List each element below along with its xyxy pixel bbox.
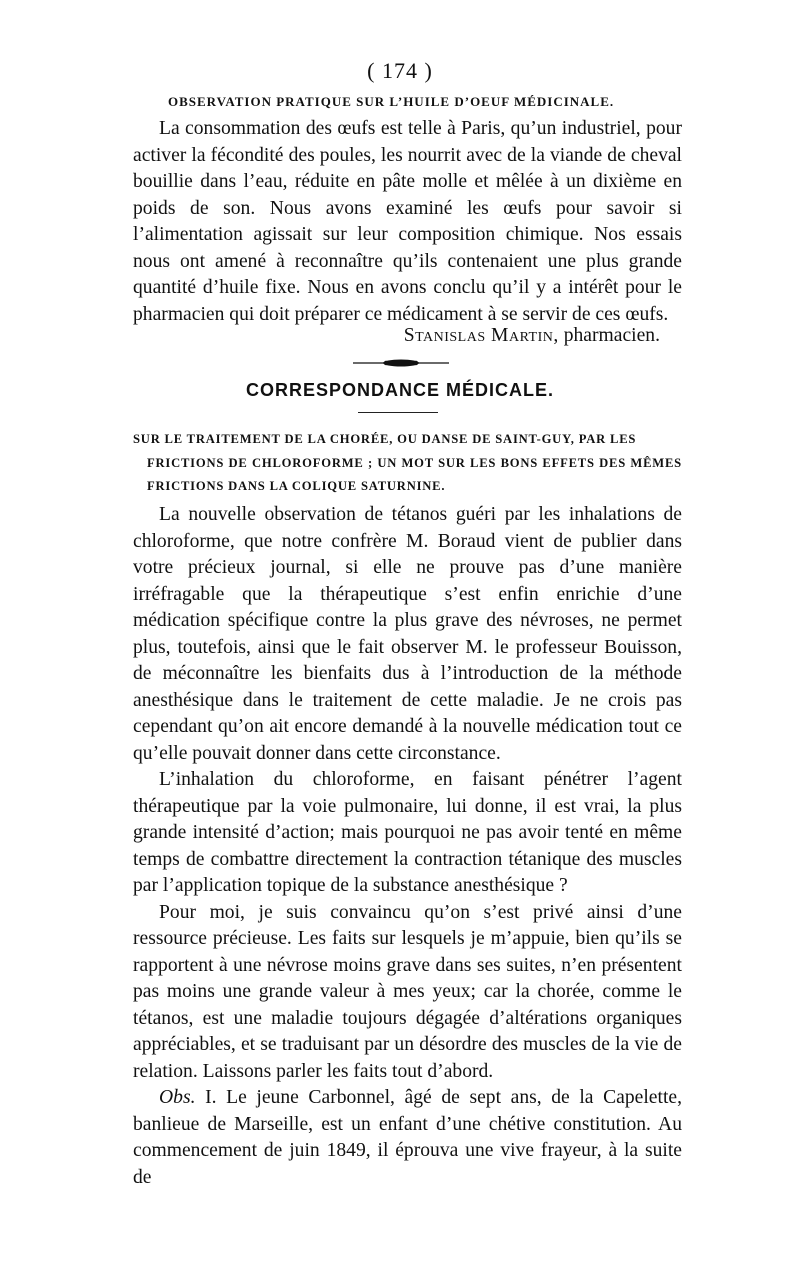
article-subtitle — [133, 428, 682, 499]
subtitle-line1: SUR LE TRAITEMENT DE LA CHORÉE, OU DANSE DE SAINT-GUY, PAR LES — [133, 432, 637, 446]
title-rule — [358, 412, 438, 413]
paragraph-4-text: I. Le jeune Carbonnel, âgé de sept ans, de la Capelette, banlieue de Marseille, est un enfant d’une chétive constitution. Au commencement de juin 1849, il éprouva une vive frayeur, à la suite de — [133, 1087, 682, 1188]
author-signature — [404, 323, 660, 349]
article-body — [133, 502, 682, 1191]
section1-body — [133, 116, 682, 328]
paragraph-1: La nouvelle observation de tétanos guéri par les inhalations de chloroforme, que notre confrère M. Boraud vient de publier dans votre précieux journal, si elle ne prouve pas d’une manière irréfragable que la thérapeutique s’est enfin enrichie d’une médication spécifique contre la plus grave des névroses, ne permet plus, toutefois, ainsi que le fait observer M. le professeur Bouisson, de méconnaître les bienfaits dus à l’introduction de la méthode anesthésique dans le traitement de cette maladie. Je ne crois pas cependant qu’on ait encore demandé à la nouvelle médication tout ce qu’elle pouvait donner dans cette circonstance. — [133, 504, 682, 764]
page-number: ( 174 ) — [367, 58, 433, 83]
paragraph-4 — [133, 1085, 682, 1191]
subtitle-rest: FRICTIONS DE CHLOROFORME ; UN MOT SUR LES BONS EFFETS DES MÊMES FRICTIONS DANS LA COLIQUE SATURNINE. — [147, 455, 682, 493]
section-title-huile-oeuf: OBSERVATION PRATIQUE SUR L’HUILE D’OEUF MÉDICINALE. — [168, 94, 615, 109]
paragraph-2: L’inhalation du chloroforme, en faisant pénétrer l’agent thérapeutique par la voie pulmonaire, lui donne, il est vrai, la plus grande intensité d’action; mais pourquoi ne pas avoir tenté en même temps de combattre directement la contraction tétanique des muscles par l’application topique de la substance anesthésique ? — [133, 769, 682, 896]
paragraph-3: Pour moi, je suis convaincu qu’on s’est privé ainsi d’une ressource précieuse. Les faits sur lesquels je m’appuie, bien qu’ils se rapportent à une névrose moins grave dans ses suites, n’en présentent pas moins une grande valeur à mes yeux; car la chorée, comme le tétanos, est une maladie toujours dégagée d’altérations organiques appréciables, et se traduisant par un désordre des muscles de la vie de relation. Laissons parler les faits tout d’abord. — [133, 901, 682, 1082]
ornament-divider-icon — [353, 357, 449, 369]
signature-role: pharmacien. — [563, 325, 660, 346]
section1-paragraph: La consommation des œufs est telle à Paris, qu’un industriel, pour activer la fécondité des poules, les nourrit avec de la viande de cheval bouillie dans l’eau, réduite en pâte molle et mêlée à un dixième en poids de son. Nous avons examiné les œufs pour savoir si l’alimentation agissait sur leur composition chimique. Nos essais nous ont amené à reconnaître qu’ils contenaient une plus grande quantité d’huile fixe. Nous en avons conclu qu’il y a intérêt pour le pharmacien qui doit préparer ce médicament à se servir de ces œufs. — [133, 118, 682, 325]
signature-name: Stanislas Martin, — [403, 325, 559, 346]
main-title: CORRESPONDANCE MÉDICALE. — [245, 380, 555, 400]
obs-label: Obs. — [159, 1087, 196, 1108]
